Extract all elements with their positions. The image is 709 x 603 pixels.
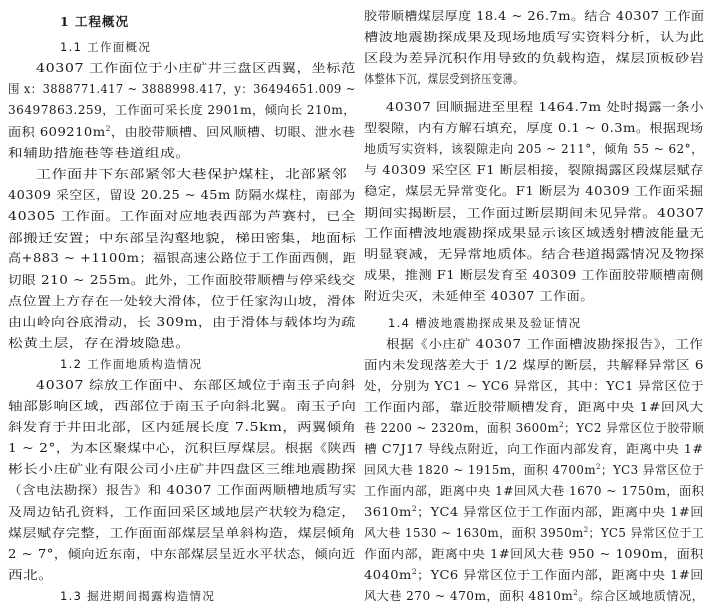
paragraph-line: 区段为差异沉积作用导致的负载构造，煤层顶板砂岩 [364,51,705,65]
paragraph-line: 40307 综放工作面中、东部区域位于南玉子向斜 [36,378,356,392]
paragraph-line: 面积 $609210m^2$，由胶带顺槽、回风顺槽、切眼、泄水巷 [8,125,356,139]
paragraph-line: 煤层赋存完整，工作面面部煤层呈单斜构造，煤层倾角 [8,526,356,540]
paragraph-line: 1 ~ 2°，为本区聚煤中心，沉积巨厚煤层。根据《陕西 [8,441,357,455]
paragraph-line: （含电法勘探）报告》和 40307 工作面两顺槽地质写实 [8,483,357,497]
paragraph-line: 切眼 210 ~ 255m。此外，工作面胶带顺槽与停采线交 [8,273,356,287]
paragraph-line: 西北。 [8,568,54,582]
paragraph-line: 松黄土层，存在滑坡隐患。 [8,336,191,350]
paragraph-line: 高+883 ~ +1100m；福银高速公路位于工作面西侧，距 [8,251,357,265]
superscript: 2 [105,125,112,133]
paragraph-line: 由山岭向谷底滑动，长 309m，由于滑体与载体均为疏 [8,315,356,329]
paragraph-line: $3610m^2$；YC4 异常区位于工作面内部，距离中央 1#回 [364,505,704,519]
section-heading: 1.2 工作面地质构造情况 [60,357,203,371]
paragraph-line: 地质写实资料，该裂隙走向 205 ~ 211°，倾角 55 ~ 62°， [364,142,704,156]
paragraph-line: 成果，推测 F1 断层发育至 40309 工作面胶带顺槽南侧 [364,268,704,282]
paragraph-line: 部搬迁安置；中东部呈沟壑地貌，梯田密集，地面标 [8,231,357,245]
paragraph-line: 根据《小庄矿 40307 工作面槽波勘探报告》，工作 [386,337,704,351]
superscript: 2 [583,526,589,534]
paragraph-line: $4040m^2$；YC6 异常区位于工作面内部，距离中央 1#回 [364,568,704,582]
paragraph-line: 工作面井下东部紧邻大巷保护煤柱，北部紧邻 [36,167,348,181]
paragraph-line: 和辅助措施巷等巷道组成。 [8,146,191,160]
paragraph-line: 面内未发现落差大于 1/2 煤厚的断层，共解释异常区 6 [364,358,704,372]
paragraph-line: 处，分别为 YC1 ~ YC6 异常区，其中：YC1 异常区位于 [364,379,705,393]
paragraph-line: 槽波地震勘探成果及现场地质写实资料分析，认为此 [364,30,705,44]
superscript: 2 [573,589,579,597]
paragraph-line: 附近尖灭，未延伸至 40307 工作面。 [364,289,594,303]
paragraph-line: 体整体下沉，煤层受到挤压变薄。 [364,72,524,86]
paragraph-line: 40307 回顺掘进至里程 1464.7m 处时揭露一条小 [386,100,705,114]
right-column [360,0,709,603]
paragraph-line: 风大巷 1530 ~ 1630m，面积 $3950m^2$；YC5 异常区位于工 [364,526,705,540]
paragraph-line: 期间实揭断层，工作面过断层期间未见异常。40307 [364,206,705,220]
superscript: 2 [595,463,601,471]
paragraph-line: 彬长小庄矿业有限公司小庄矿井四盘区三维地震勘探 [8,462,357,476]
paragraph-line: 工作面槽波地震勘探成果显示该区域透射槽波能量无 [364,226,705,240]
paragraph-line: 稳定，煤层无异常变化。F1 断层为 40309 工作面采掘 [364,184,704,198]
section-heading: 1 工程概况 [60,14,130,29]
paragraph-line: 围 x：3888771.417 ~ 3888998.417，y：36494651.009 ~ [8,82,356,96]
section-heading: 1.1 工作面概况 [60,40,152,54]
paragraph-line: 40305 工作面。工作面对应地表西部为芦赛村，已全 [8,209,356,223]
paragraph-line: 风大巷 270 ~ 470m，面积 $4810m^2$。综合区域地质情况， [364,589,705,603]
paragraph-line: 工作面内部，距离中央 1#回风大巷 1670 ~ 1750m，面积 [364,484,705,498]
superscript: 2 [411,568,418,576]
paragraph-line: 作面内部，距离中央 1#回风大巷 950 ~ 1090m，面积 [364,547,704,561]
superscript: 2 [559,421,565,429]
paragraph-line: 40309 采空区，留设 20.25 ~ 45m 防隔水煤柱，南部为 [8,188,356,202]
paragraph-line: 工作面内部，靠近胶带顺槽发育，距离中央 1#回风大 [364,400,704,414]
paragraph-line: 槽 C7J17 导线点附近，向工作面内部发育，距离中央 1# [364,442,704,456]
paragraph-line: 斜发育于井田北部，区内延展长度 7.5km，两翼倾角 [8,420,357,434]
paragraph-line: 明显衰减，无异常地质体。结合巷道揭露情况及物探 [364,247,705,261]
paragraph-line: 点位置上方存在一处较大滑体，位于任家沟山坡，滑体 [8,294,356,308]
section-heading: 1.4 槽波地震勘探成果及验证情况 [388,316,582,330]
paragraph-line: 巷 2200 ~ 2320m，面积 $3600m^2$；YC2 异常区位于胶带顺 [364,421,705,435]
paragraph-line: 回风大巷 1820 ~ 1915m，面积 $4700m^2$；YC3 异常区位于 [364,463,705,477]
paragraph-line: 40307 工作面位于小庄矿井三盘区西翼，坐标范 [36,61,356,75]
paragraph-line: 胶带顺槽煤层厚度 18.4 ~ 26.7m。结合 40307 工作面 [364,9,705,23]
paragraph-line: 36497863.259，工作面可采长度 2901m，倾向长 210m， [8,103,356,117]
section-heading: 1.3 掘进期间揭露构造情况 [60,589,216,603]
superscript: 2 [411,505,418,513]
paragraph-line: 轴部影响区域，西部位于南玉子向斜北翼。南玉子向 [8,399,357,413]
paragraph-line: 及周边钻孔资料，工作面回采区域地层产状较为稳定， [8,505,356,519]
paragraph-line: 2 ~ 7°，倾向近东南，中东部煤层呈近水平状态，倾向近 [8,547,356,561]
paragraph-line: 型裂隙，内有方解石填充，厚度 0.1 ~ 0.3m。根据现场 [364,121,704,135]
paragraph-line: 与 40309 采空区 F1 断层相接，裂隙揭露区段煤层赋存 [364,163,704,177]
